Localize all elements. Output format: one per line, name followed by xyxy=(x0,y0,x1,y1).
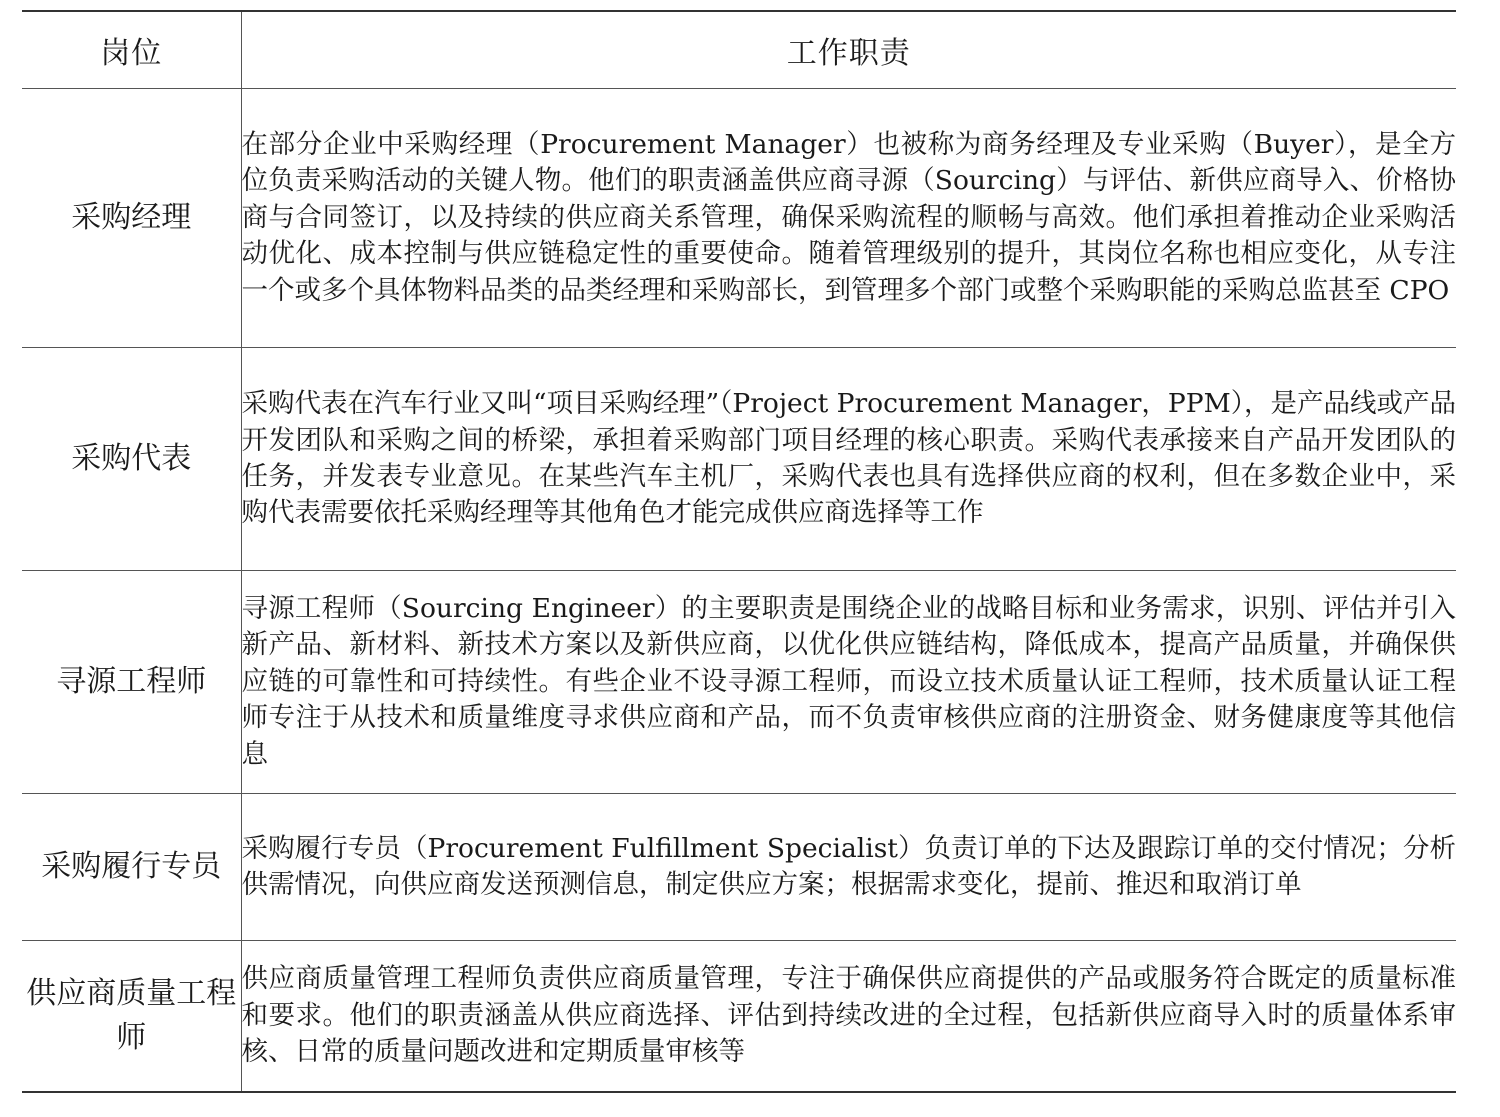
table-row xyxy=(22,941,1456,1093)
position-cell: 供应商质量工程师 xyxy=(22,941,241,1093)
duty-cell: 采购代表在汽车行业又叫“项目采购经理”（Project Procurement Manager，PPM），是产品线或产品开发团队和采购之间的桥梁，承担着采购部门项目经理的核心职责。采购代表承接来自产品开发团队的任务，并发表专业意见。在某些汽车主机厂，采购代表也具有选择供应商的权利，但在多数企业中，采购代表需要依托采购经理等其他角色才能完成供应商选择等工作 xyxy=(241,348,1456,571)
table-header-row xyxy=(22,11,1456,89)
table-row xyxy=(22,794,1456,941)
duty-cell: 在部分企业中采购经理（Procurement Manager）也被称为商务经理及专业采购（Buyer），是全方位负责采购活动的关键人物。他们的职责涵盖供应商寻源（Sourcing）与评估、新供应商导入、价格协商与合同签订，以及持续的供应商关系管理，确保采购流程的顺畅与高效。他们承担着推动企业采购活动优化、成本控制与供应链稳定性的重要使命。随着管理级别的提升，其岗位名称也相应变化，从专注一个或多个具体物料品类的品类经理和采购部长，到管理多个部门或整个采购职能的采购总监甚至 CPO xyxy=(241,89,1456,348)
position-cell: 寻源工程师 xyxy=(22,571,241,794)
duty-cell: 采购履行专员（Procurement Fulfillment Specialist）负责订单的下达及跟踪订单的交付情况；分析供需情况，向供应商发送预测信息，制定供应方案；根据需求变化，提前、推迟和取消订单 xyxy=(241,794,1456,941)
table-row xyxy=(22,348,1456,571)
position-cell: 采购经理 xyxy=(22,89,241,348)
position-cell: 采购代表 xyxy=(22,348,241,571)
header-position: 岗位 xyxy=(22,11,241,89)
duty-cell: 供应商质量管理工程师负责供应商质量管理，专注于确保供应商提供的产品或服务符合既定的质量标准和要求。他们的职责涵盖从供应商选择、评估到持续改进的全过程，包括新供应商导入时的质量体系审核、日常的质量问题改进和定期质量审核等 xyxy=(241,941,1456,1093)
table-row xyxy=(22,89,1456,348)
duty-cell: 寻源工程师（Sourcing Engineer）的主要职责是围绕企业的战略目标和业务需求，识别、评估并引入新产品、新材料、新技术方案以及新供应商，以优化供应链结构，降低成本，提高产品质量，并确保供应链的可靠性和可持续性。有些企业不设寻源工程师，而设立技术质量认证工程师，技术质量认证工程师专注于从技术和质量维度寻求供应商和产品，而不负责审核供应商的注册资金、财务健康度等其他信息 xyxy=(241,571,1456,794)
position-duty-table xyxy=(22,10,1456,1093)
header-duty: 工作职责 xyxy=(241,11,1456,89)
position-cell: 采购履行专员 xyxy=(22,794,241,941)
table-row xyxy=(22,571,1456,794)
